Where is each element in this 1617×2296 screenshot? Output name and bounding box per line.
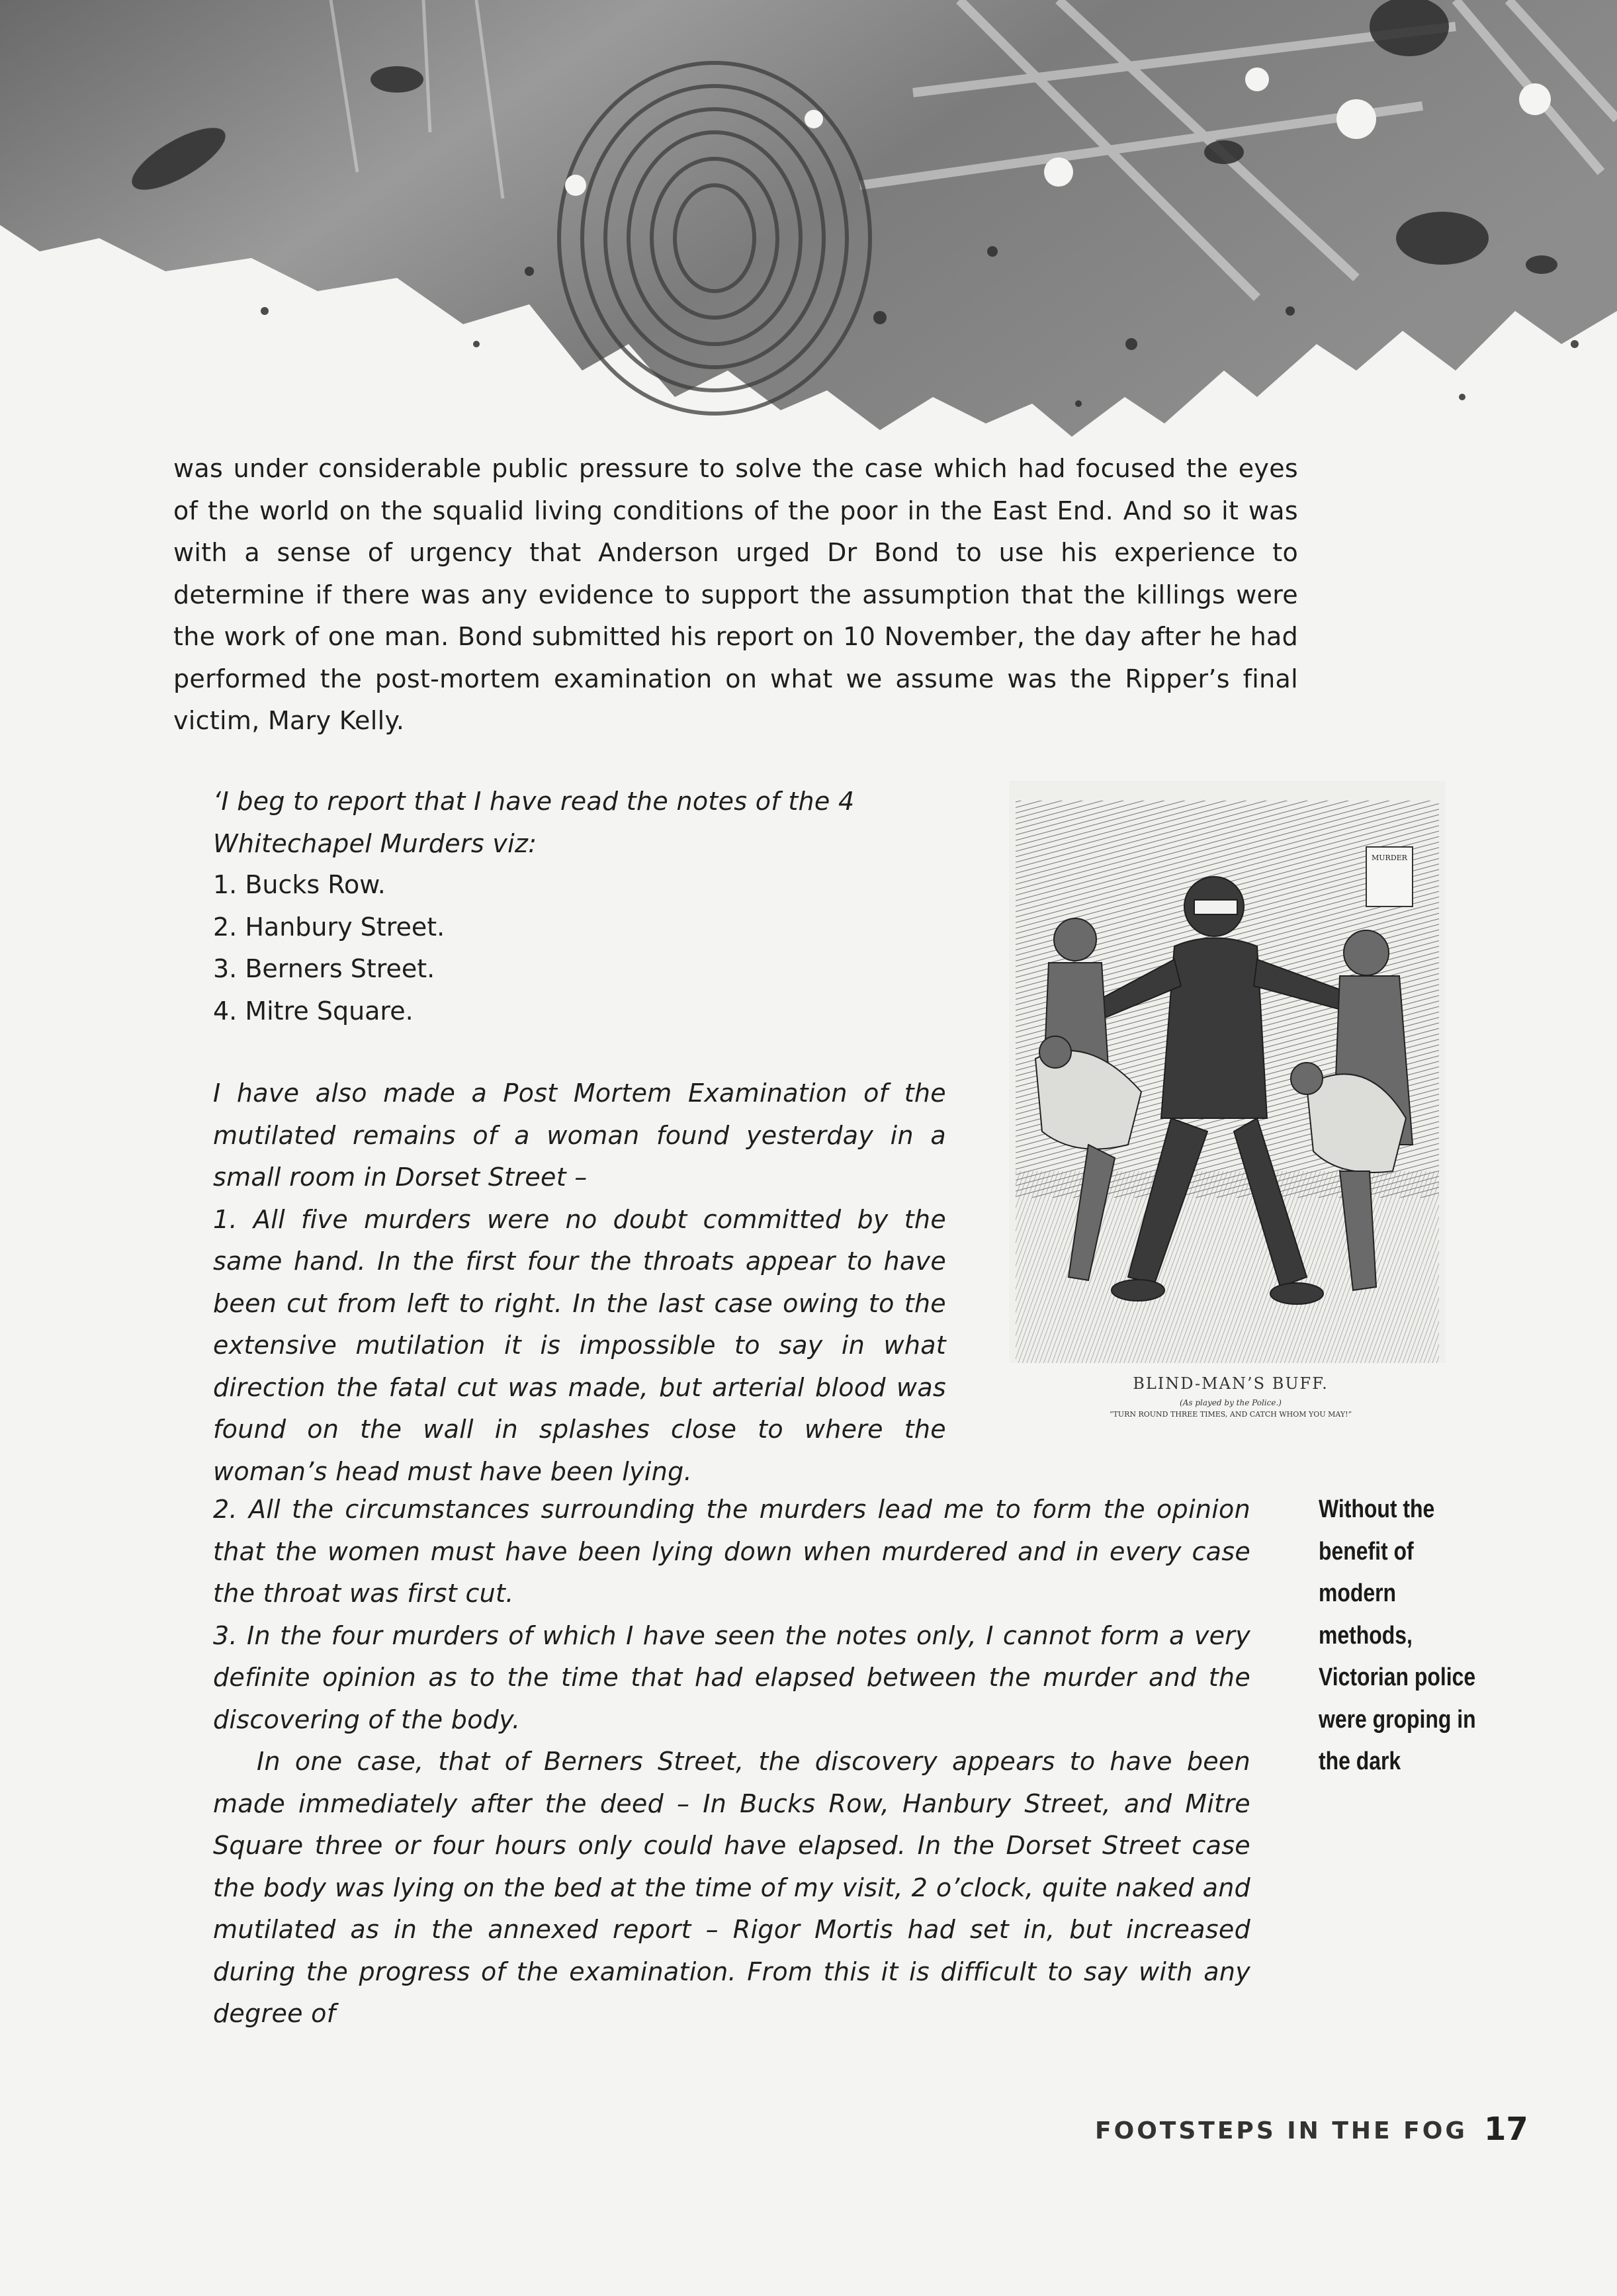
quote-paragraph-examination: I have also made a Post Mortem Examination of the mutilated remains of a woman found yesterday in a small room in Dorset Street – (213, 1079, 946, 1192)
running-footer-title: FOOTSTEPS IN THE FOG (1095, 2117, 1467, 2144)
illustration-title: BLIND-MAN’S BUFF. (1133, 1374, 1329, 1393)
quote-opening: ‘I beg to report that I have read the notes of the 4 Whitechapel Murders viz: (213, 787, 855, 858)
list-item: 3. Berners Street. (213, 954, 435, 983)
quote-paragraph-2: 2. All the circumstances surrounding the murders lead me to form the opinion that the women must have been lying down when murdered and in every case the throat was first cut. (213, 1495, 1250, 1608)
quote-wide-block (213, 1489, 1250, 2035)
intro-paragraph: was under considerable public pressure to solve the case which had focused the eyes of the world on the squalid living conditions of the poor in the East End. And so it was with a sense of urgency that Anderson urged Dr Bond to use his experience to determine if there was any evidence to support the assumption that the killings were the work of one man. Bond submitted his report on 10 November, the day after he had performed the post-mortem examination on what we assume was the Ripper’s final victim, Mary Kelly. (173, 454, 1298, 735)
page-number: 17 (1483, 2111, 1528, 2148)
list-item: 1. Bucks Row. (213, 870, 386, 899)
quote-narrow-block (213, 1073, 946, 1493)
header-banner-image (0, 0, 1617, 463)
quote-paragraph-1: 1. All five murders were no doubt committed by the same hand. In the first four the throats appear to have been cut from left to right. In the last case owing to the extensive mutilation it is impossible to say in what direction the fatal cut was made, but arterial blood was found on the wall in splashes close to where the woman’s head must have been lying. (213, 1204, 946, 1486)
list-item: 4. Mitre Square. (213, 996, 414, 1026)
quote-paragraph-3: 3. In the four murders of which I have seen the notes only, I cannot form a very definite opinion as to the time that had elapsed between the murder and the discovering of the body. (213, 1620, 1250, 1734)
illustration-caption (1032, 1374, 1429, 1419)
list-item: 2. Hanbury Street. (213, 912, 445, 942)
page-footer (1095, 2111, 1528, 2148)
murders-list (213, 864, 445, 1032)
illustration-quote: “TURN ROUND THREE TIMES, AND CATCH WHOM YOU MAY!” (1109, 1410, 1352, 1419)
murder-sign-text: MURDER (1372, 854, 1407, 862)
blind-mans-buff-illustration (996, 774, 1459, 1436)
sidebar-caption: Without the benefit of modern methods, Victorian police were groping in the dark (1319, 1495, 1476, 1775)
quote-paragraph-4: In one case, that of Berners Street, the discovery appears to have been made immediately after the deed – In Bucks Row, Hanbury Street, and Mitre Square three or four hours only could have elapsed. In the Dorset Street case the body was lying on the bed at the time of my visit, 2 o’clock, quite naked and mutilated as in the annexed report – Rigor Mortis had set in, but increased during the progress of the examination. From this it is difficult to say with any degree of (213, 1747, 1250, 2028)
illustration-subtitle: (As played by the Police.) (1180, 1398, 1282, 1407)
